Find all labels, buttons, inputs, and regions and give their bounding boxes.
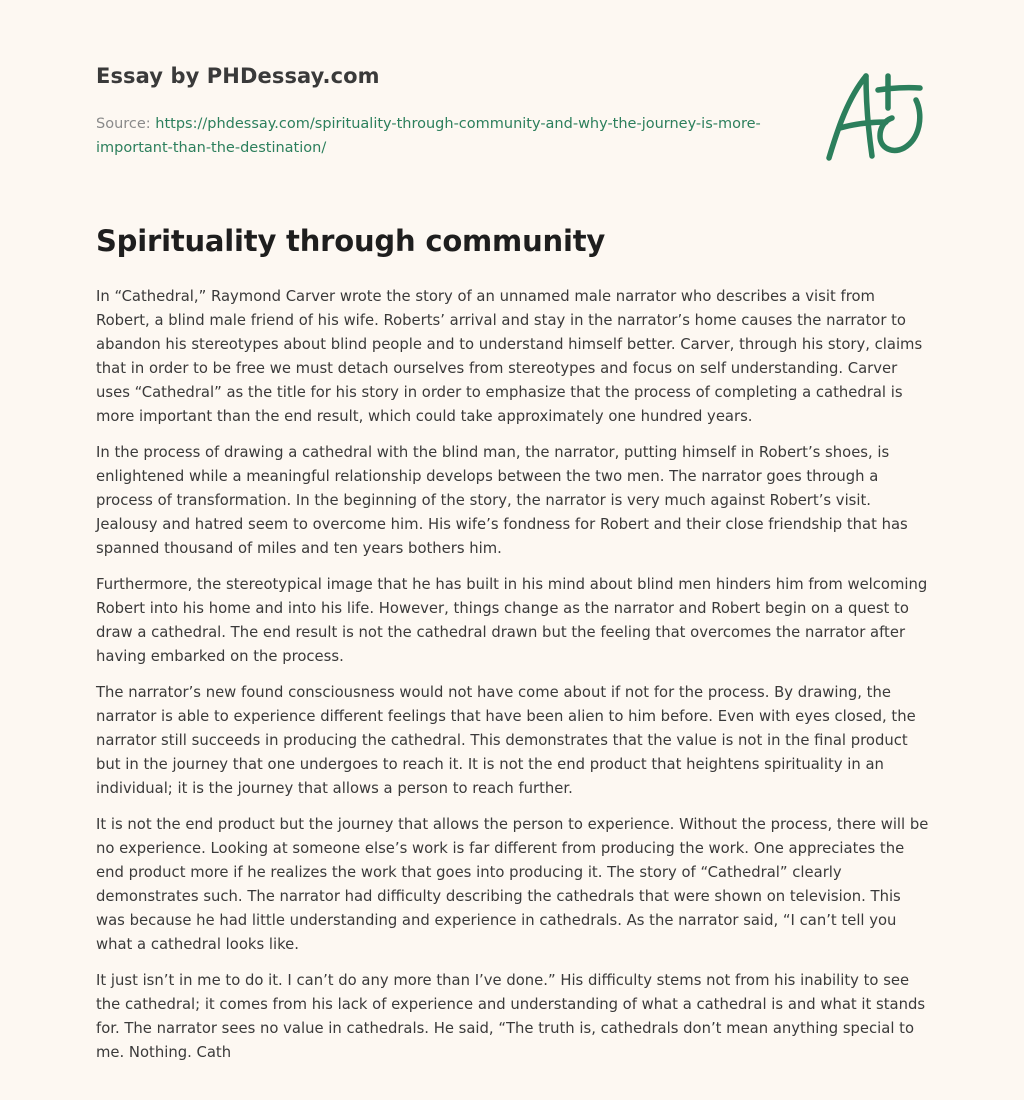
brand-title: Essay by PHDessay.com [96, 64, 380, 88]
paragraph: It just isn’t in me to do it. I can’t do any more than I’ve done.” His difficulty stems not from his inability to see the cathedral; it comes from his lack of experience and understanding of what a cathedral is and what it stands for. The narrator sees no value in cathedrals. He said, “The truth is, cathedrals don’t mean anything special to me. Nothing. Cath [96, 972, 926, 1061]
a-plus-grade-icon [820, 66, 930, 166]
paragraph: It is not the end product but the journey that allows the person to experience. Without the process, there will be no experience. Looking at someone else’s work is far different from producing the work. One appreciates the end product more if he realizes the work that goes into producing it. The story of “Cathedral” clearly demonstrates such. The narrator had difficulty describing the cathedrals that were shown on television. This was because he had little understanding and experience in cathedrals. As the narrator said, “I can’t tell you what a cathedral looks like. [96, 816, 929, 953]
source-label: Source: [96, 116, 151, 132]
essay-body [96, 285, 930, 1077]
page-title: Spirituality through community [96, 224, 606, 258]
paragraph: In “Cathedral,” Raymond Carver wrote the story of an unnamed male narrator who describes a visit from Robert, a blind male friend of his wife. Roberts’ arrival and stay in the narrator’s home causes the narrator to abandon his stereotypes about blind people and to understand himself better. Carver, through his story, claims that in order to be free we must detach ourselves from stereotypes and focus on self understanding. Carver uses “Cathedral” as the title for his story in order to emphasize that the process of completing a cathedral is more important than the end result, which could take approximately one hundred years. [96, 288, 923, 425]
paragraph: Furthermore, the stereotypical image that he has built in his mind about blind men hinders him from welcoming Robert into his home and into his life. However, things change as the narrator and Robert begin on a quest to draw a cathedral. The end result is not the cathedral drawn but the feeling that overcomes the narrator after having embarked on the process. [96, 576, 928, 665]
page-header [96, 64, 776, 160]
source-line [96, 112, 776, 160]
paragraph: In the process of drawing a cathedral with the blind man, the narrator, putting himself in Robert’s shoes, is enlightened while a meaningful relationship develops between the two men. The narrator goes through a process of transformation. In the beginning of the story, the narrator is very much against Robert’s visit. Jealousy and hatred seem to overcome him. His wife’s fondness for Robert and their close friendship that has spanned thousand of miles and ten years bothers him. [96, 444, 908, 557]
source-link[interactable]: https://phdessay.com/spirituality-through-community-and-why-the-journey-is-more-important-than-the-destination/ [96, 116, 761, 156]
paragraph: The narrator’s new found consciousness would not have come about if not for the process. By drawing, the narrator is able to experience different feelings that have been alien to him before. Even with eyes closed, the narrator still succeeds in producing the cathedral. This demonstrates that the value is not in the final product but in the journey that one undergoes to reach it. It is not the end product that heightens spirituality in an individual; it is the journey that allows a person to reach further. [96, 684, 916, 797]
